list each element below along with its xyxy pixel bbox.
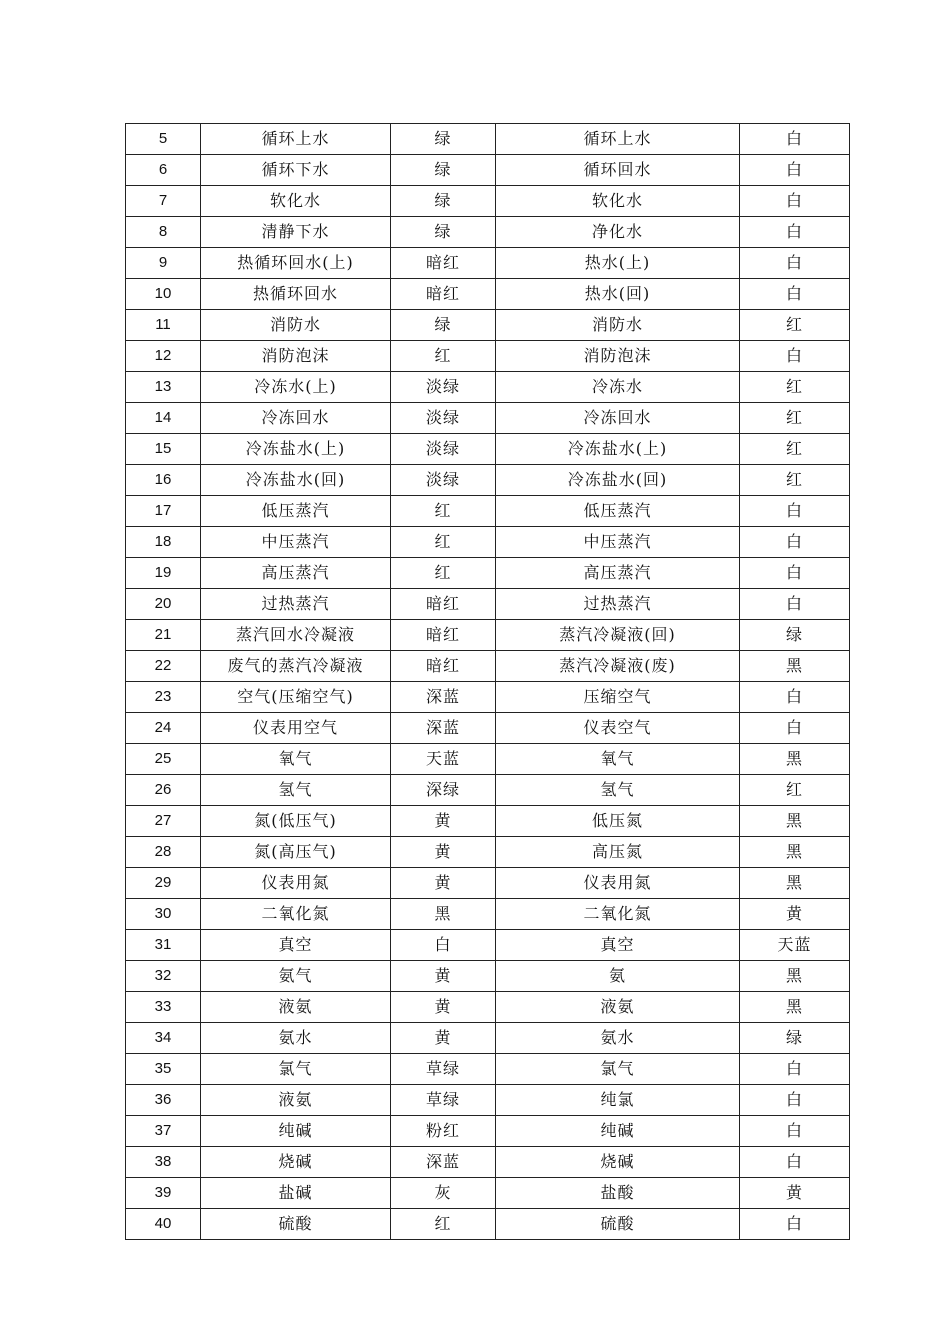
medium-name-cell: 氧气 (201, 744, 391, 775)
row-number-cell: 29 (126, 868, 201, 899)
table-row (126, 124, 850, 155)
table-row (126, 930, 850, 961)
label-text-cell: 烧碱 (496, 1147, 740, 1178)
row-number-cell: 25 (126, 744, 201, 775)
label-color-cell: 黑 (740, 868, 850, 899)
pipe-color-cell: 粉红 (391, 1116, 496, 1147)
row-number-cell: 30 (126, 899, 201, 930)
table-row (126, 527, 850, 558)
label-color-cell: 绿 (740, 620, 850, 651)
row-number-cell: 21 (126, 620, 201, 651)
pipe-color-cell: 草绿 (391, 1054, 496, 1085)
medium-name-cell: 氮(低压气) (201, 806, 391, 837)
pipe-color-cell: 淡绿 (391, 372, 496, 403)
table-row (126, 868, 850, 899)
pipe-color-cell: 暗红 (391, 279, 496, 310)
row-number-cell: 36 (126, 1085, 201, 1116)
medium-name-cell: 中压蒸汽 (201, 527, 391, 558)
label-text-cell: 低压氮 (496, 806, 740, 837)
label-color-cell: 黄 (740, 1178, 850, 1209)
label-color-cell: 白 (740, 1054, 850, 1085)
row-number-cell: 28 (126, 837, 201, 868)
table-row (126, 496, 850, 527)
row-number-cell: 11 (126, 310, 201, 341)
label-text-cell: 蒸汽冷凝液(废) (496, 651, 740, 682)
row-number-cell: 16 (126, 465, 201, 496)
medium-name-cell: 循环下水 (201, 155, 391, 186)
pipe-color-table (125, 123, 850, 1240)
pipe-color-cell: 黄 (391, 806, 496, 837)
medium-name-cell: 废气的蒸汽冷凝液 (201, 651, 391, 682)
label-color-cell: 白 (740, 682, 850, 713)
pipe-color-cell: 绿 (391, 310, 496, 341)
table-row (126, 372, 850, 403)
pipe-color-cell: 绿 (391, 155, 496, 186)
pipe-color-cell: 黄 (391, 961, 496, 992)
pipe-color-cell: 绿 (391, 186, 496, 217)
label-color-cell: 黑 (740, 744, 850, 775)
label-color-cell: 黑 (740, 992, 850, 1023)
label-text-cell: 循环上水 (496, 124, 740, 155)
table-row (126, 403, 850, 434)
table-row (126, 558, 850, 589)
table-row (126, 186, 850, 217)
row-number-cell: 14 (126, 403, 201, 434)
pipe-color-cell: 红 (391, 1209, 496, 1240)
pipe-color-cell: 深蓝 (391, 1147, 496, 1178)
label-color-cell: 红 (740, 403, 850, 434)
label-color-cell: 红 (740, 372, 850, 403)
table-row (126, 837, 850, 868)
row-number-cell: 32 (126, 961, 201, 992)
medium-name-cell: 氯气 (201, 1054, 391, 1085)
medium-name-cell: 冷冻盐水(回) (201, 465, 391, 496)
label-text-cell: 冷冻盐水(回) (496, 465, 740, 496)
pipe-color-cell: 暗红 (391, 651, 496, 682)
label-color-cell: 红 (740, 310, 850, 341)
label-text-cell: 净化水 (496, 217, 740, 248)
pipe-color-cell: 淡绿 (391, 403, 496, 434)
medium-name-cell: 真空 (201, 930, 391, 961)
label-color-cell: 绿 (740, 1023, 850, 1054)
row-number-cell: 9 (126, 248, 201, 279)
pipe-color-cell: 黄 (391, 837, 496, 868)
label-text-cell: 中压蒸汽 (496, 527, 740, 558)
row-number-cell: 24 (126, 713, 201, 744)
label-text-cell: 硫酸 (496, 1209, 740, 1240)
table-row (126, 155, 850, 186)
row-number-cell: 26 (126, 775, 201, 806)
medium-name-cell: 液氨 (201, 1085, 391, 1116)
row-number-cell: 35 (126, 1054, 201, 1085)
pipe-color-cell: 暗红 (391, 620, 496, 651)
table-row (126, 806, 850, 837)
pipe-color-cell: 深绿 (391, 775, 496, 806)
label-text-cell: 蒸汽冷凝液(回) (496, 620, 740, 651)
label-color-cell: 黄 (740, 899, 850, 930)
label-text-cell: 循环回水 (496, 155, 740, 186)
row-number-cell: 8 (126, 217, 201, 248)
medium-name-cell: 冷冻盐水(上) (201, 434, 391, 465)
pipe-color-cell: 草绿 (391, 1085, 496, 1116)
label-color-cell: 白 (740, 1085, 850, 1116)
medium-name-cell: 二氧化氮 (201, 899, 391, 930)
table-row (126, 1054, 850, 1085)
pipe-color-cell: 黄 (391, 1023, 496, 1054)
label-color-cell: 天蓝 (740, 930, 850, 961)
label-text-cell: 消防水 (496, 310, 740, 341)
medium-name-cell: 热循环回水(上) (201, 248, 391, 279)
row-number-cell: 10 (126, 279, 201, 310)
pipe-color-cell: 天蓝 (391, 744, 496, 775)
label-text-cell: 氢气 (496, 775, 740, 806)
medium-name-cell: 液氨 (201, 992, 391, 1023)
row-number-cell: 23 (126, 682, 201, 713)
table-row (126, 248, 850, 279)
label-color-cell: 白 (740, 279, 850, 310)
pipe-color-cell: 红 (391, 558, 496, 589)
table-row (126, 775, 850, 806)
label-color-cell: 白 (740, 124, 850, 155)
medium-name-cell: 冷冻水(上) (201, 372, 391, 403)
label-text-cell: 热水(回) (496, 279, 740, 310)
label-color-cell: 白 (740, 1116, 850, 1147)
table-row (126, 744, 850, 775)
label-text-cell: 压缩空气 (496, 682, 740, 713)
label-color-cell: 白 (740, 341, 850, 372)
table-row (126, 620, 850, 651)
label-color-cell: 白 (740, 558, 850, 589)
label-text-cell: 软化水 (496, 186, 740, 217)
label-text-cell: 氯气 (496, 1054, 740, 1085)
row-number-cell: 39 (126, 1178, 201, 1209)
table-row (126, 1209, 850, 1240)
label-text-cell: 氧气 (496, 744, 740, 775)
label-text-cell: 过热蒸汽 (496, 589, 740, 620)
row-number-cell: 27 (126, 806, 201, 837)
medium-name-cell: 过热蒸汽 (201, 589, 391, 620)
row-number-cell: 20 (126, 589, 201, 620)
medium-name-cell: 盐碱 (201, 1178, 391, 1209)
pipe-color-cell: 灰 (391, 1178, 496, 1209)
table-row (126, 961, 850, 992)
medium-name-cell: 氢气 (201, 775, 391, 806)
row-number-cell: 40 (126, 1209, 201, 1240)
table-row (126, 713, 850, 744)
medium-name-cell: 烧碱 (201, 1147, 391, 1178)
table-row (126, 1085, 850, 1116)
label-text-cell: 冷冻水 (496, 372, 740, 403)
label-text-cell: 冷冻回水 (496, 403, 740, 434)
label-color-cell: 白 (740, 186, 850, 217)
medium-name-cell: 热循环回水 (201, 279, 391, 310)
table-row (126, 465, 850, 496)
row-number-cell: 38 (126, 1147, 201, 1178)
table-row (126, 341, 850, 372)
medium-name-cell: 冷冻回水 (201, 403, 391, 434)
table-row (126, 310, 850, 341)
label-color-cell: 黑 (740, 651, 850, 682)
row-number-cell: 33 (126, 992, 201, 1023)
label-color-cell: 红 (740, 434, 850, 465)
label-text-cell: 低压蒸汽 (496, 496, 740, 527)
table-row (126, 899, 850, 930)
pipe-color-cell: 绿 (391, 124, 496, 155)
label-text-cell: 热水(上) (496, 248, 740, 279)
label-color-cell: 白 (740, 217, 850, 248)
pipe-color-cell: 淡绿 (391, 465, 496, 496)
label-text-cell: 盐酸 (496, 1178, 740, 1209)
row-number-cell: 15 (126, 434, 201, 465)
table-row (126, 1178, 850, 1209)
medium-name-cell: 高压蒸汽 (201, 558, 391, 589)
row-number-cell: 19 (126, 558, 201, 589)
medium-name-cell: 消防泡沫 (201, 341, 391, 372)
table-row (126, 279, 850, 310)
label-text-cell: 液氨 (496, 992, 740, 1023)
label-text-cell: 真空 (496, 930, 740, 961)
label-text-cell: 二氧化氮 (496, 899, 740, 930)
label-color-cell: 红 (740, 775, 850, 806)
medium-name-cell: 仪表用氮 (201, 868, 391, 899)
label-text-cell: 仪表用氮 (496, 868, 740, 899)
label-text-cell: 高压氮 (496, 837, 740, 868)
medium-name-cell: 软化水 (201, 186, 391, 217)
label-text-cell: 氨水 (496, 1023, 740, 1054)
medium-name-cell: 循环上水 (201, 124, 391, 155)
label-color-cell: 白 (740, 589, 850, 620)
pipe-color-cell: 绿 (391, 217, 496, 248)
row-number-cell: 13 (126, 372, 201, 403)
pipe-color-cell: 暗红 (391, 589, 496, 620)
label-text-cell: 纯氯 (496, 1085, 740, 1116)
label-color-cell: 白 (740, 1147, 850, 1178)
row-number-cell: 22 (126, 651, 201, 682)
table-row (126, 217, 850, 248)
table-row (126, 992, 850, 1023)
medium-name-cell: 清静下水 (201, 217, 391, 248)
medium-name-cell: 氨水 (201, 1023, 391, 1054)
pipe-color-cell: 黑 (391, 899, 496, 930)
table-row (126, 1023, 850, 1054)
medium-name-cell: 纯碱 (201, 1116, 391, 1147)
pipe-color-cell: 红 (391, 496, 496, 527)
label-color-cell: 白 (740, 496, 850, 527)
row-number-cell: 5 (126, 124, 201, 155)
row-number-cell: 18 (126, 527, 201, 558)
label-color-cell: 白 (740, 1209, 850, 1240)
pipe-color-cell: 暗红 (391, 248, 496, 279)
label-color-cell: 红 (740, 465, 850, 496)
table-row (126, 682, 850, 713)
label-text-cell: 仪表空气 (496, 713, 740, 744)
label-text-cell: 冷冻盐水(上) (496, 434, 740, 465)
pipe-color-cell: 白 (391, 930, 496, 961)
table-row (126, 1147, 850, 1178)
medium-name-cell: 仪表用空气 (201, 713, 391, 744)
pipe-color-cell: 淡绿 (391, 434, 496, 465)
label-text-cell: 纯碱 (496, 1116, 740, 1147)
row-number-cell: 31 (126, 930, 201, 961)
label-color-cell: 白 (740, 527, 850, 558)
label-color-cell: 黑 (740, 806, 850, 837)
pipe-color-cell: 红 (391, 527, 496, 558)
medium-name-cell: 低压蒸汽 (201, 496, 391, 527)
row-number-cell: 12 (126, 341, 201, 372)
medium-name-cell: 消防水 (201, 310, 391, 341)
pipe-color-cell: 黄 (391, 992, 496, 1023)
table-row (126, 651, 850, 682)
row-number-cell: 37 (126, 1116, 201, 1147)
label-text-cell: 氨 (496, 961, 740, 992)
row-number-cell: 17 (126, 496, 201, 527)
label-color-cell: 白 (740, 248, 850, 279)
medium-name-cell: 硫酸 (201, 1209, 391, 1240)
table-body (126, 124, 850, 1240)
pipe-color-cell: 深蓝 (391, 682, 496, 713)
table-row (126, 1116, 850, 1147)
table-row (126, 589, 850, 620)
medium-name-cell: 蒸汽回水冷凝液 (201, 620, 391, 651)
table-row (126, 434, 850, 465)
pipe-color-cell: 红 (391, 341, 496, 372)
medium-name-cell: 氮(高压气) (201, 837, 391, 868)
pipe-color-cell: 深蓝 (391, 713, 496, 744)
row-number-cell: 34 (126, 1023, 201, 1054)
medium-name-cell: 氨气 (201, 961, 391, 992)
label-color-cell: 白 (740, 713, 850, 744)
label-color-cell: 白 (740, 155, 850, 186)
label-text-cell: 高压蒸汽 (496, 558, 740, 589)
label-color-cell: 黑 (740, 837, 850, 868)
pipe-color-cell: 黄 (391, 868, 496, 899)
label-color-cell: 黑 (740, 961, 850, 992)
row-number-cell: 6 (126, 155, 201, 186)
medium-name-cell: 空气(压缩空气) (201, 682, 391, 713)
label-text-cell: 消防泡沫 (496, 341, 740, 372)
row-number-cell: 7 (126, 186, 201, 217)
